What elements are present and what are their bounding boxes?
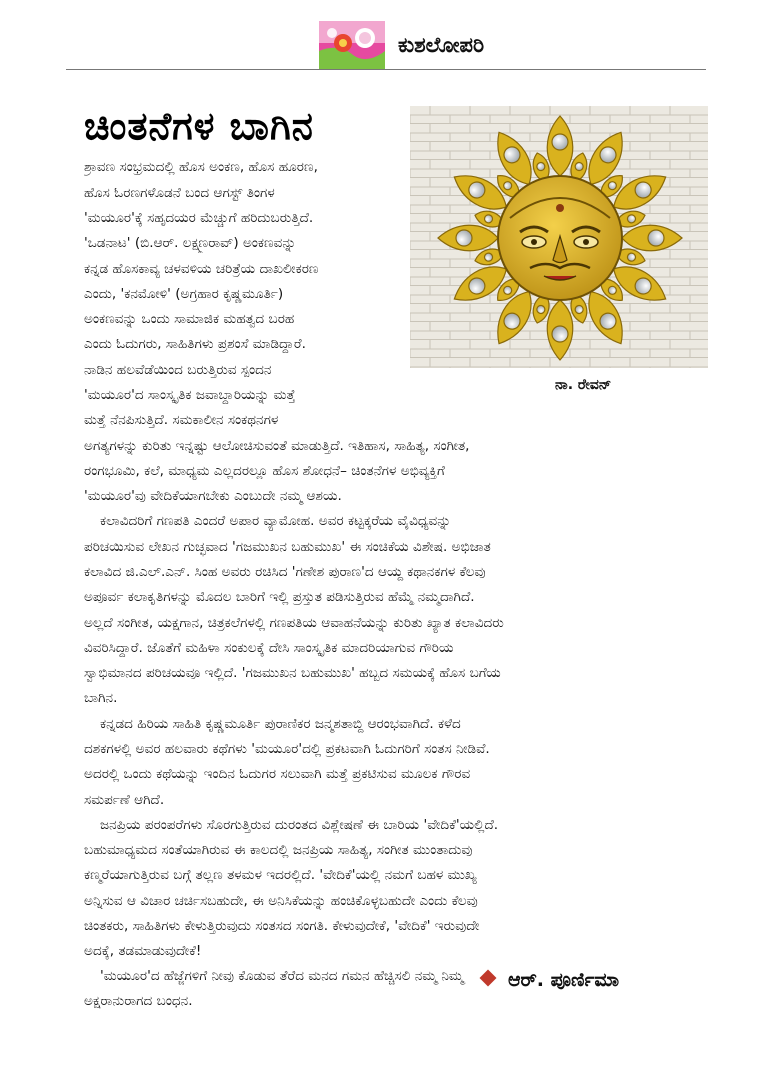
magazine-logo-icon xyxy=(319,21,385,69)
body-line: ಕನ್ನಡದ ಹಿರಿಯ ಸಾಹಿತಿ ಕೃಷ್ಣಮೂರ್ತಿ ಪುರಾಣಿಕರ ಜನ್ಮಶತಾಬ್ದಿ ಆರಂಭವಾಗಿದೆ. ಕಳೆದ xyxy=(100,716,461,732)
photo-caption: ನಾ. ರೇವನ್ xyxy=(555,377,612,393)
body-line: ನಾಡಿನ ಹಲವೆಡೆಯಿಂದ ಬರುತ್ತಿರುವ ಸ್ಪಂದನ xyxy=(84,362,272,378)
body-line: 'ಮಯೂರ'ವು ವೇದಿಕೆಯಾಗಬೇಕು ಎಂಬುದೇ ನಮ್ಮ ಆಶಯ. xyxy=(84,488,342,504)
body-line: 'ಮಯೂರ'ದ ಹೆಜ್ಜೆಗಳಿಗೆ ನೀವು ಕೊಡುವ ತೆರೆದ ಮನದ ಗಮನ ಹೆಚ್ಚಿಸಲಿ ನಮ್ಮ ನಿಮ್ಮ xyxy=(100,968,464,984)
body-line: ದಶಕಗಳಲ್ಲಿ ಅವರ ಹಲವಾರು ಕಥೆಗಳು 'ಮಯೂರ'ದಲ್ಲಿ ಪ್ರಕಟವಾಗಿ ಓದುಗರಿಗೆ ಸಂತಸ ನೀಡಿವೆ. xyxy=(84,741,490,757)
section-title: ಕುಶಲೋಪರಿ xyxy=(398,33,485,57)
body-line: ಮತ್ತೆ ನೆನಪಿಸುತ್ತಿದೆ. ಸಮಕಾಲೀನ ಸಂಕಥನಗಳ xyxy=(84,412,279,428)
article-title: ಚಿಂತನೆಗಳ ಬಾಗಿನ xyxy=(84,104,314,148)
body-line: ಜನಪ್ರಿಯ ಪರಂಪರೆಗಳು ಸೊರಗುತ್ತಿರುವ ದುರಂತದ ವಿಶ್ಲೇಷಣೆ ಈ ಬಾರಿಯ 'ವೇದಿಕೆ'ಯಲ್ಲಿದೆ. xyxy=(100,817,499,833)
body-line: ಪರಿಚಯಿಸುವ ಲೇಖನ ಗುಚ್ಛವಾದ 'ಗಜಮುಖನ ಬಹುಮುಖ' ಈ ಸಂಚಿಕೆಯ ವಿಶೇಷ. ಅಭಿಜಾತ xyxy=(84,539,491,555)
body-line: ಎಂದು ಓದುಗರು, ಸಾಹಿತಿಗಳು ಪ್ರಶಂಸೆ ಮಾಡಿದ್ದಾರೆ. xyxy=(84,336,306,352)
body-line: ರಂಗಭೂಮಿ, ಕಲೆ, ಮಾಧ್ಯಮ ಎಲ್ಲದರಲ್ಲೂ ಹೊಸ ಶೋಧನೆ– ಚಿಂತನೆಗಳ ಅಭಿವ್ಯಕ್ತಿಗೆ xyxy=(84,463,445,479)
body-line: ಅಗತ್ಯಗಳನ್ನು ಕುರಿತು ಇನ್ನಷ್ಟು ಆಲೋಚಿಸುವಂತೆ ಮಾಡುತ್ತಿದೆ. ಇತಿಹಾಸ, ಸಾಹಿತ್ಯ, ಸಂಗೀತ, xyxy=(84,438,470,454)
header-divider xyxy=(66,69,706,70)
body-line: ಅಕ್ಷರಾನುರಾಗದ ಬಂಧನ. xyxy=(84,993,193,1009)
body-line: ಸ್ವಾಭಿಮಾನದ ಪರಿಚಯವೂ ಇಲ್ಲಿದೆ. 'ಗಜಮುಖನ ಬಹುಮುಖ' ಹಬ್ಬದ ಸಮಯಕ್ಕೆ ಹೊಸ ಬಗೆಯ xyxy=(84,665,501,681)
body-line: ವಿವರಿಸಿದ್ದಾರೆ. ಜೊತೆಗೆ ಮಹಿಳಾ ಸಂಕುಲಕ್ಕೆ ದೇಸಿ ಸಾಂಸ್ಕೃತಿಕ ಮಾದರಿಯಾಗುವ ಗೌರಿಯ xyxy=(84,640,454,656)
body-line: ಕಲಾವಿದ ಜಿ.ಎಲ್.ಎನ್. ಸಿಂಹ ಅವರು ರಚಿಸಿದ 'ಗಣೇಶ ಪುರಾಣ'ದ ಆಯ್ದ ಕಥಾನಕಗಳ ಕೆಲವು xyxy=(84,564,486,580)
body-line: ಅಪೂರ್ವ ಕಲಾಕೃತಿಗಳನ್ನು ಮೊದಲ ಬಾರಿಗೆ ಇಲ್ಲಿ ಪ್ರಸ್ತುತ ಪಡಿಸುತ್ತಿರುವ ಹೆಮ್ಮೆ ನಮ್ಮದಾಗಿದೆ. xyxy=(84,589,475,605)
body-line: ಕನ್ನಡ ಹೊಸಕಾವ್ಯ ಚಳವಳಿಯ ಚರಿತ್ರೆಯ ದಾಖಲೀಕರಣ xyxy=(84,261,319,277)
body-line: ಕಣ್ಮರೆಯಾಗುತ್ತಿರುವ ಬಗ್ಗೆ ತಲ್ಲಣ ತಳಮಳ ಇದರಲ್ಲಿದೆ. 'ವೇದಿಕೆ'ಯಲ್ಲಿ ನಮಗೆ ಬಹಳ ಮುಖ್ಯ xyxy=(84,867,477,883)
body-line: ಶ್ರಾವಣ ಸಂಭ್ರಮದಲ್ಲಿ ಹೊಸ ಅಂಕಣ, ಹೊಸ ಹೂರಣ, xyxy=(84,159,318,175)
body-line: 'ಮಯೂರ'ದ ಸಾಂಸ್ಕೃತಿಕ ಜವಾಬ್ದಾರಿಯನ್ನು ಮತ್ತೆ xyxy=(84,387,296,403)
author-signature xyxy=(482,969,619,991)
body-line: ಎಂದು, 'ಕನಮೋಳಿ' (ಅಗ್ರಹಾರ ಕೃಷ್ಣಮೂರ್ತಿ) xyxy=(84,286,284,302)
body-line: 'ಒಡನಾಟ' (ಬಿ.ಆರ್. ಲಕ್ಷ್ಮಣರಾವ್) ಅಂಕಣವನ್ನು xyxy=(84,235,297,251)
body-line: ಚಿಂತಕರು, ಸಾಹಿತಿಗಳು ಕೇಳುತ್ತಿರುವುದು ಸಂತಸದ ಸಂಗತಿ. ಕೇಳುವುದೇಕೆ, 'ವೇದಿಕೆ' ಇರುವುದೇ xyxy=(84,918,480,934)
sun-face xyxy=(498,176,622,300)
body-line: ಅದರಲ್ಲಿ ಒಂದು ಕಥೆಯನ್ನು ಇಂದಿನ ಓದುಗರ ಸಲುವಾಗಿ ಮತ್ತೆ ಪ್ರಕಟಿಸುವ ಮೂಲಕ ಗೌರವ xyxy=(84,766,471,782)
sun-sculpture-photo xyxy=(410,106,708,368)
body-line: ಸಮರ್ಪಣೆ ಆಗಿದೆ. xyxy=(84,792,165,808)
author-name: ಆರ್. ಪೂರ್ಣಿಮಾ xyxy=(508,969,620,991)
body-line: ಹೊಸ ಓರಣಗಳೊಡನೆ ಬಂದ ಆಗಸ್ಟ್ ತಿಂಗಳ xyxy=(84,185,275,201)
body-line: ಅಂಕಣವನ್ನು ಒಂದು ಸಾಮಾಜಿಕ ಮಹತ್ವದ ಬರಹ xyxy=(84,311,295,327)
body-line: 'ಮಯೂರ'ಕ್ಕೆ ಸಹೃದಯರ ಮೆಚ್ಚುಗೆ ಹರಿದುಬರುತ್ತಿದೆ. xyxy=(84,210,314,226)
diamond-bullet-icon xyxy=(480,970,497,987)
body-line: ಬಹುಮಾಧ್ಯಮದ ಸಂತೆಯಾಗಿರುವ ಈ ಕಾಲದಲ್ಲಿ ಜನಪ್ರಿಯ ಸಾಹಿತ್ಯ, ಸಂಗೀತ ಮುಂತಾದುವು xyxy=(84,842,473,858)
body-line: ಬಾಗಿನ. xyxy=(84,690,118,706)
body-line: ಅನ್ನಿಸುವ ಆ ವಿಚಾರ ಚರ್ಚಿಸಬಹುದೇ, ಈ ಅನಿಸಿಕೆಯನ್ನು ಹಂಚಿಕೊಳ್ಳಬಹುದೇ ಎಂದು ಕೆಲವು xyxy=(84,893,478,909)
body-line: ಅಲ್ಲದೆ ಸಂಗೀತ, ಯಕ್ಷಗಾನ, ಚಿತ್ರಕಲೆಗಳಲ್ಲಿ ಗಣಪತಿಯ ಆವಾಹನೆಯನ್ನು ಕುರಿತು ಖ್ಯಾತ ಕಲಾವಿದರು xyxy=(84,615,504,631)
body-line: ಕಲಾವಿದರಿಗೆ ಗಣಪತಿ ಎಂದರೆ ಅಪಾರ ವ್ಯಾಮೋಹ. ಅವರ ಕಟ್ಟಕ್ಕರೆಯ ವೈವಿಧ್ಯವನ್ನು xyxy=(100,513,451,529)
body-line: ಅದಕ್ಕೆ, ತಡಮಾಡುವುದೇಕೆ! xyxy=(84,943,202,959)
